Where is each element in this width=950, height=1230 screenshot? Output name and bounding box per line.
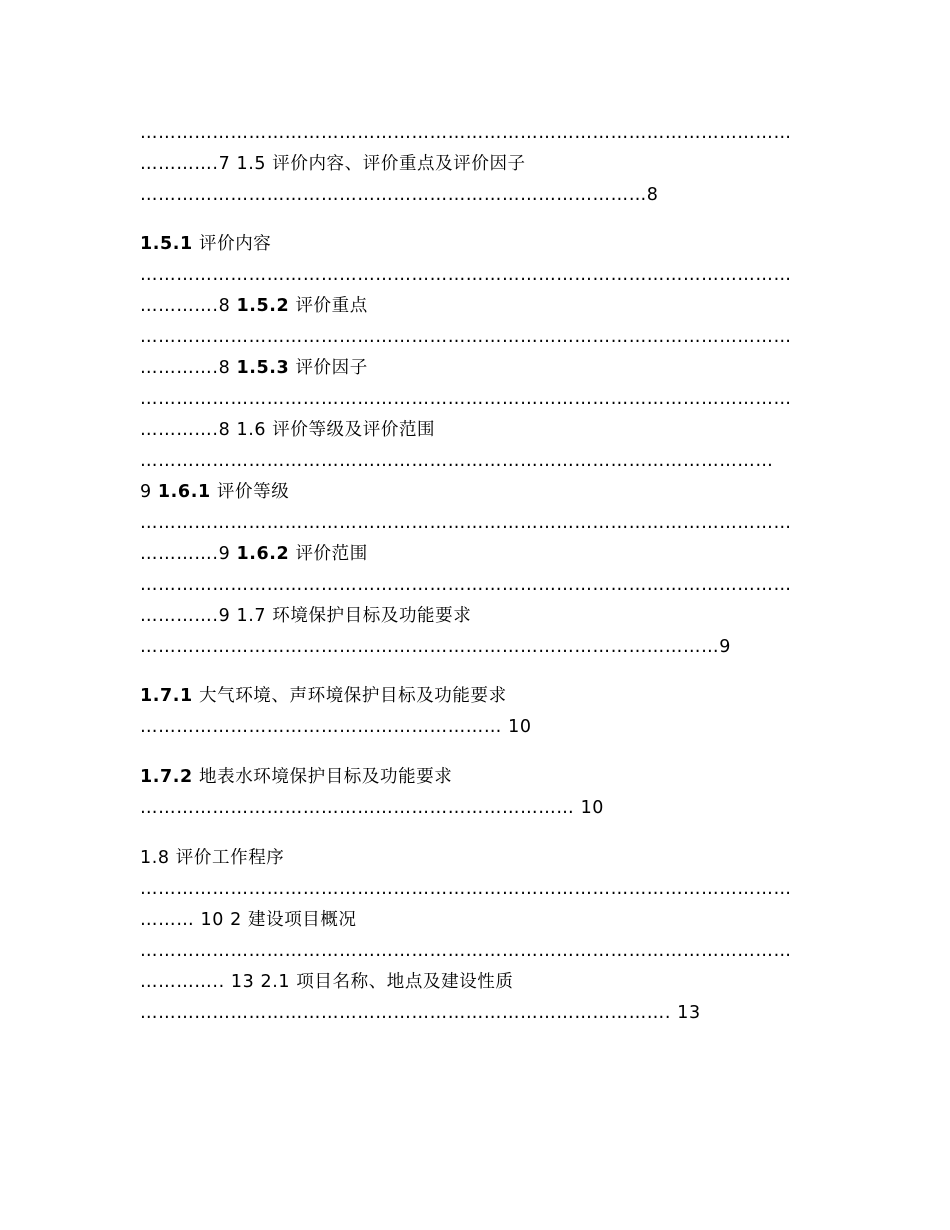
toc-line: 1.5.1 评价内容 bbox=[140, 234, 272, 254]
toc-line: ……………………………………………………………………………………9 bbox=[140, 637, 731, 657]
toc-line: ……… 10 2 建设项目概况 bbox=[140, 910, 357, 930]
toc-line: 1.7.2 地表水环境保护目标及功能要求 bbox=[140, 767, 453, 787]
toc-line: ……………………………………………………………………………………………… bbox=[140, 265, 792, 285]
toc-line: ……………………………………………………………………………………………… bbox=[140, 123, 792, 143]
toc-line: …………………………………………………… 10 bbox=[140, 717, 532, 737]
toc-line: …………………………………………………………………………8 bbox=[140, 185, 659, 205]
toc-line: ……………………………………………………………………………………………… bbox=[140, 513, 792, 533]
toc-line: ……………………………………………………………………………………………… bbox=[140, 879, 792, 899]
toc-line: ………….9 1.6.2 评价范围 bbox=[140, 544, 368, 564]
toc-line: ………….8 1.6 评价等级及评价范围 bbox=[140, 420, 436, 440]
toc-line: 1.8 评价工作程序 bbox=[140, 848, 285, 868]
toc-line: ………….9 1.7 环境保护目标及功能要求 bbox=[140, 606, 472, 626]
toc-line: ……………………………………………………………………………………………… bbox=[140, 575, 792, 595]
toc-line: 9 1.6.1 评价等级 bbox=[140, 482, 290, 502]
toc-line: ……………………………………………………………………………. 13 bbox=[140, 1003, 701, 1023]
toc-line: ……………………………………………………………………………………………… bbox=[140, 941, 792, 961]
toc-line: 1.7.1 大气环境、声环境保护目标及功能要求 bbox=[140, 686, 507, 706]
toc-line: ……………………………………………………………………………………………… bbox=[140, 327, 792, 347]
toc-line: …………………………………………………………………………………………… bbox=[140, 451, 774, 471]
toc-line: ……………………………………………………………… 10 bbox=[140, 798, 605, 818]
toc-line: ………….8 1.5.3 评价因子 bbox=[140, 358, 368, 378]
toc-line: ……………………………………………………………………………………………… bbox=[140, 389, 792, 409]
toc-line: ………….8 1.5.2 评价重点 bbox=[140, 296, 368, 316]
toc-line: ………….7 1.5 评价内容、评价重点及评价因子 bbox=[140, 154, 526, 174]
toc-line: ………….. 13 2.1 项目名称、地点及建设性质 bbox=[140, 972, 514, 992]
